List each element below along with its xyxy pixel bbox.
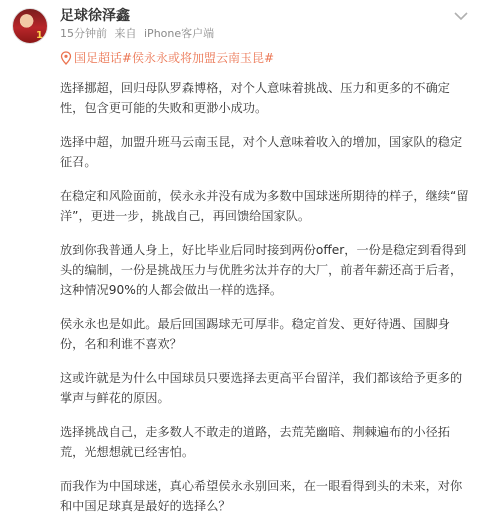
post-paragraph: 而我作为中国球迷，真心希望侯永永别回来，在一眼看得到头的未来，对你和中国足球真是最好的选择么？ <box>60 479 463 513</box>
post-source: iPhone客户端 <box>144 27 215 40</box>
post-paragraph: 放到你我普通人身上，好比毕业后同时接到两份offer，一份是稳定到看得到头的编制，一份是挑战压力与优胜劣汰并存的大厂，前者年薪还高于后者，这种情况90%的人都会做出一样的选择。 <box>60 243 467 297</box>
location-pin-icon <box>60 51 72 65</box>
post-paragraph: 选择挪超，回归母队罗森博格，对个人意味着挑战、压力和更多的不确定性，包含更可能的失败和更渺小成功。 <box>60 81 450 115</box>
avatar[interactable] <box>12 8 48 44</box>
post-paragraph: 这或许就是为什么中国球员只要选择去更高平台留洋，我们都该给予更多的掌声与鲜花的原因。 <box>60 371 463 405</box>
post-paragraph: 在稳定和风险面前，侯永永并没有成为多数中国球迷所期待的样子，继续“留洋”，更进一步，挑战自己，再回馈给国家队。 <box>60 189 469 223</box>
post-body <box>60 78 470 530</box>
chevron-down-icon <box>454 12 468 21</box>
post-paragraph: 选择中超，加盟升班马云南玉昆，对个人意味着收入的增加，国家队的稳定征召。 <box>60 135 463 169</box>
post-header <box>0 0 486 48</box>
author-name[interactable]: 足球徐泽鑫 <box>60 8 130 24</box>
post-time[interactable]: 15分钟前 <box>60 27 107 40</box>
more-options-button[interactable] <box>450 8 472 24</box>
post-paragraph: 选择挑战自己，走多数人不敢走的道路，去荒芜幽暗、荆棘遍布的小径拓荒，光想想就已经害怕。 <box>60 425 450 459</box>
topic-link[interactable] <box>60 50 274 66</box>
topic-text: 国足超话#侯永永或将加盟云南玉昆# <box>74 51 275 65</box>
post-paragraph: 侯永永也是如此。最后回国踢球无可厚非。稳定首发、更好待遇、国脚身份，名和利谁不喜欢？ <box>60 317 450 351</box>
source-prefix: 来自 <box>114 27 137 40</box>
avatar-badge: 1 <box>36 30 43 41</box>
post-meta <box>60 27 218 41</box>
